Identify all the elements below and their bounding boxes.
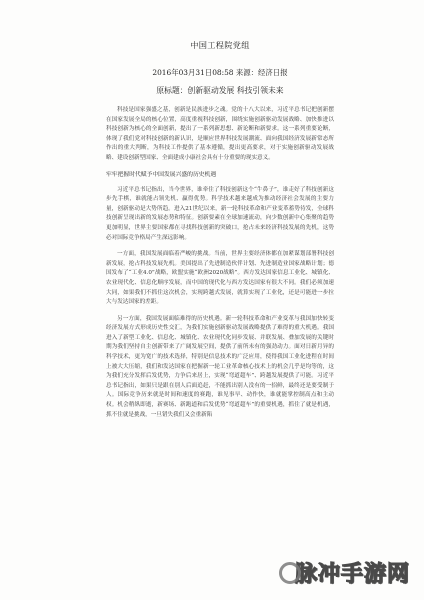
section-heading: 牢牢把握时代赋予中国发展兴盛的历史机遇	[106, 171, 217, 178]
intro-paragraph: 科技是国家强盛之基，创新是民族进步之魂。党的十八大以来，习近平总书记把创新摆在国家发展全局的核心位置，高度重视科技创新，围绕实施创新驱动发展战略、加快推进以科技创新为核心的全面创新，提出了一系列新思想、新论断和新要求。这一系列重要论断，体现了我们党对科技创新的新认识，是顺应世界科技发展潮流、面向我国经济发展新常态所作出的重大判断，为科技工作提供了基本遵循，提出更高要求，对于实施创新驱动发展战略、建设创新型国家、全面建成小康社会具有十分重要的现实意义。	[106, 107, 334, 161]
body-paragraph-2: 一方面，我国发展面临着严峻的挑战。当前，世界主要经济体都在加紧谋划部署科技创新发展，抢占科技发展先机。美国提出了先进制造伙伴计划、先进制造业国家战略计划；德国发布了“工业4.0”战略，欧盟实施“欧洲2020战略”。西方发达国家信息工业化、城镇化、农业现代化、信息化顺序发展，而中国的现代化与西方发达国家有很大不同。我们必须加速大同，如果我们不抓住这次机会，实现跨越式发展，就算实现了工业化，还是可能进一步拉大与发达国家的差距。	[106, 251, 334, 306]
document-header-title: 中国工程院党组	[190, 40, 250, 50]
article	[106, 40, 334, 427]
body-paragraph-1: 习近平总书记指出，当今世界，谁牵住了科技创新这个“牛鼻子”，谁走好了科技创新这步先手棋，谁就能占领先机、赢得优势。科学技术越来越成为推动经济社会发展的主要力量，创新驱动是大势所趋。进入21世纪以来，新一轮科技革命和产业变革蓄势待发，全球科技创新呈现出新的发展态势和特征。创新要素在全球加速流动，向少数创新中心集聚的趋势更加明显，世界主要国家都在寻找科技创新的突破口，抢占未来经济科技发展的先机，这势必对国际竞争格局产生深远影响。	[106, 186, 334, 241]
publish-meta: 2016年03月31日08:58 来源：经济日报	[152, 68, 288, 77]
watermark-text: 脉冲手游网	[294, 562, 410, 587]
body-paragraph-3: 另一方面，我国发展面临难得的历史机遇。新一轮科技革命和产业变革与我国加快转变经济发展方式形成历史性交汇，为我们实施创新驱动发展战略提供了难得的重大机遇。我国进入了新型工业化、信息化、城镇化、农业现代化同步发展、并联发展、叠加发展的关键时期为我们坚持自主创新带来了广阔发展空间，提供了前所未有的强劲动力。面对日新月异的科学技术，更为宽广的技术选择，特别是信息技术的广泛应用，使得我国工业化进程在时间上被大大压缩，我们和发达国家在把握新一轮工业革命核心技术上的机会几乎是均等的，这为我们充分发挥后发优势，力争后来居上，实现“弯道超车”、跨越发展提供了可能。习近平总书记指出，如果只是跟在别人后面追赶，不能抓出别人没有的一招鲜，最终还是要受制于人。国际竞争历来就是时间和速度的赛跑，谁见事早、动作快，谁就能掌控制高点和主动权。机会稍纵即逝，新赛场、新跑道和后发优势“弯道超车”的重要机遇，抓住了就是机遇，抓不住就是挑战，一旦错失我们又会重新陷	[106, 315, 334, 418]
watermark-ring-icon	[279, 562, 301, 584]
original-title: 原标题：创新驱动发展 科技引领未来	[156, 86, 284, 95]
site-watermark	[279, 557, 410, 588]
